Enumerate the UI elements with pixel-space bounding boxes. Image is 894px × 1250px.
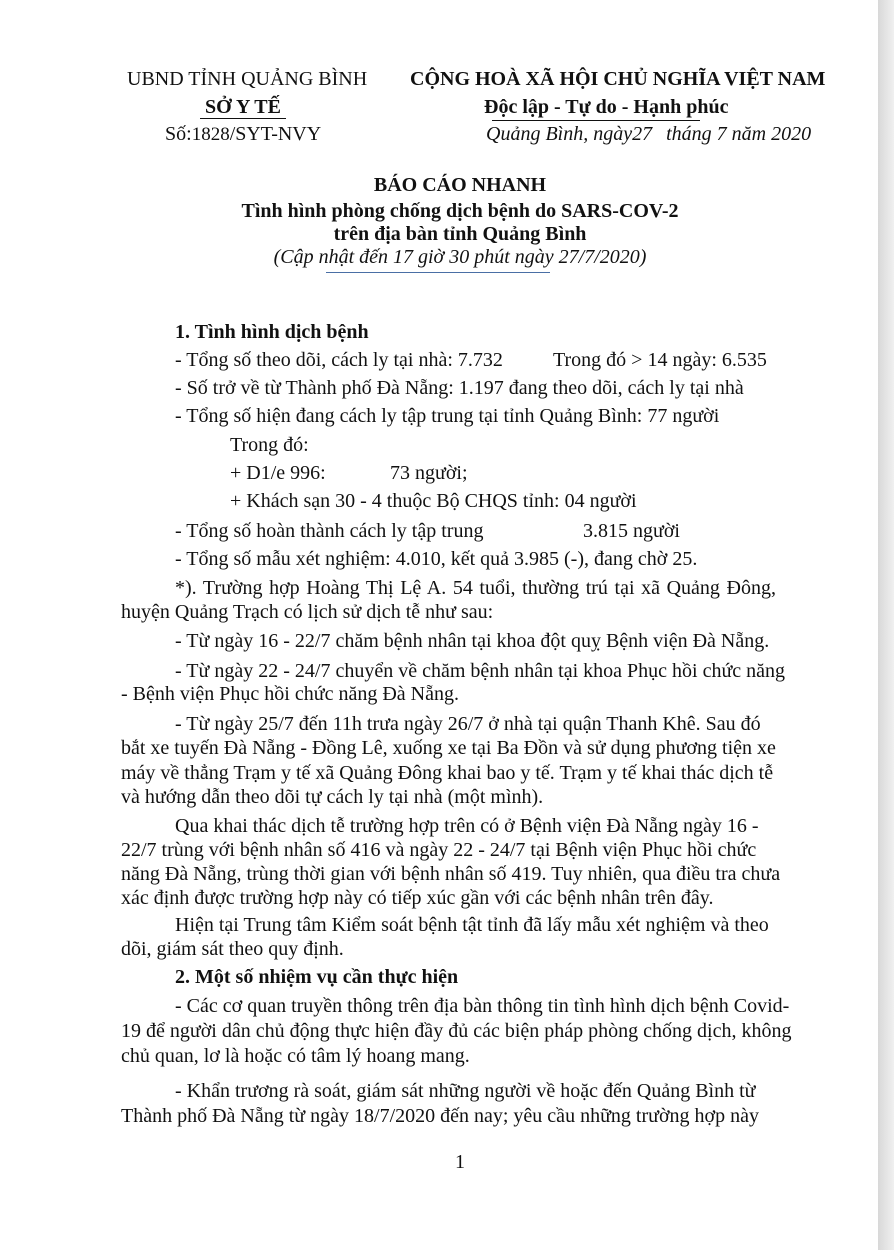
report-subtitle-1: Tình hình phòng chống dịch bệnh do SARS-COV-2: [241, 200, 679, 222]
task-1-line-1: - Các cơ quan truyền thông trên địa bàn thông tin tình hình dịch bệnh Covid-: [175, 995, 790, 1017]
doc-number-prefix: Số:: [165, 123, 192, 145]
report-title: BÁO CÁO NHANH: [373, 174, 547, 196]
case-paragraph-line-1: *). Trường hợp Hoàng Thị Lệ A. 54 tuổi, thường trú tại xã Quảng Đông,: [175, 577, 776, 599]
status-line-1: Hiện tại Trung tâm Kiểm soát bệnh tật tỉnh đã lấy mẫu xét nghiệm và theo: [175, 914, 769, 936]
s1-line-5a: + D1/e 996:: [230, 462, 326, 484]
case-history-1: - Từ ngày 16 - 22/7 chăm bệnh nhân tại khoa đột quỵ Bệnh viện Đà Nẵng.: [175, 630, 770, 652]
section-2-heading: 2. Một số nhiệm vụ cần thực hiện: [175, 966, 459, 988]
title-underline: [326, 272, 550, 273]
doc-number-suffix: /SYT-NVY: [229, 123, 322, 145]
case-paragraph-line-2: huyện Quảng Trạch có lịch sử dịch tễ như sau:: [121, 601, 494, 623]
report-subtitle-2: trên địa bàn tỉnh Quảng Bình: [333, 223, 587, 245]
case-history-3-line-3: máy về thẳng Trạm y tế xã Quảng Đông khai bao y tế. Trạm y tế khai thác dịch tễ: [121, 762, 774, 784]
s1-line-7b: 3.815 người: [583, 520, 680, 542]
page-number: 1: [455, 1151, 465, 1173]
org-line-1: UBND TỈNH QUẢNG BÌNH: [127, 68, 368, 90]
motto-underline: [492, 120, 700, 121]
analysis-line-2: 22/7 trùng với bệnh nhân số 416 và ngày 22 - 24/7 tại Bệnh viện Phục hồi chức: [121, 839, 757, 861]
s1-line-3: - Tổng số hiện đang cách ly tập trung tại tỉnh Quảng Bình: 77 người: [175, 405, 720, 427]
s1-line-8: - Tổng số mẫu xét nghiệm: 4.010, kết quả 3.985 (-), đang chờ 25.: [175, 548, 698, 570]
place-date: [486, 124, 811, 144]
date-day: 27: [632, 123, 653, 145]
motto: Độc lập - Tự do - Hạnh phúc: [484, 96, 729, 118]
s1-line-1a: - Tổng số theo dõi, cách ly tại nhà: 7.732: [175, 349, 503, 371]
doc-number: [165, 124, 321, 144]
s1-line-2: - Số trở về từ Thành phố Đà Nẵng: 1.197 đang theo dõi, cách ly tại nhà: [175, 377, 744, 399]
s1-line-7a: - Tổng số hoàn thành cách ly tập trung: [175, 520, 484, 542]
case-history-3-line-2: bắt xe tuyến Đà Nẵng - Đồng Lê, xuống xe tại Ba Đồn và sử dụng phương tiện xe: [121, 737, 776, 759]
case-history-2-line-2: - Bệnh viện Phục hồi chức năng Đà Nẵng.: [121, 683, 459, 705]
report-update-time: (Cập nhật đến 17 giờ 30 phút ngày 27/7/2020): [273, 246, 647, 268]
date-month-year: tháng 7 năm 2020: [666, 123, 812, 145]
case-history-3-line-1: - Từ ngày 25/7 đến 11h trưa ngày 26/7 ở nhà tại quận Thanh Khê. Sau đó: [175, 713, 761, 735]
task-1-line-3: chủ quan, lơ là hoặc có tâm lý hoang mang.: [121, 1045, 470, 1067]
task-2-line-2: Thành phố Đà Nẵng từ ngày 18/7/2020 đến nay; yêu cầu những trường hợp này: [121, 1105, 759, 1127]
task-1-line-2: 19 để người dân chủ động thực hiện đầy đủ các biện pháp phòng chống dịch, không: [121, 1020, 792, 1042]
org-underline: [200, 118, 286, 119]
nation-title: CỘNG HOÀ XÃ HỘI CHỦ NGHĨA VIỆT NAM: [410, 68, 826, 90]
section-1-heading: 1. Tình hình dịch bệnh: [175, 321, 369, 343]
org-line-2: SỞ Y TẾ: [205, 96, 281, 118]
doc-number-value: 1828: [191, 124, 230, 145]
page-edge-shadow: [878, 0, 894, 1250]
analysis-line-4: xác định được trường hợp này có tiếp xúc gần với các bệnh nhân trên đây.: [121, 887, 714, 909]
analysis-line-1: Qua khai thác dịch tễ trường hợp trên có ở Bệnh viện Đà Nẵng ngày 16 -: [175, 815, 759, 837]
s1-line-6: + Khách sạn 30 - 4 thuộc Bộ CHQS tỉnh: 04 người: [230, 490, 637, 512]
case-history-3-line-4: và hướng dẫn theo dõi tự cách ly tại nhà (một mình).: [121, 786, 544, 808]
case-history-2-line-1: - Từ ngày 22 - 24/7 chuyển về chăm bệnh nhân tại khoa Phục hồi chức năng: [175, 660, 786, 682]
s1-line-1b: Trong đó > 14 ngày: 6.535: [553, 349, 767, 371]
status-line-2: dõi, giám sát theo quy định.: [121, 938, 344, 960]
task-2-line-1: - Khẩn trương rà soát, giám sát những người về hoặc đến Quảng Bình từ: [175, 1080, 756, 1102]
place-date-prefix: Quảng Bình, ngày: [486, 123, 633, 145]
analysis-line-3: năng Đà Nẵng, trùng thời gian với bệnh nhân số 419. Tuy nhiên, qua điều tra chưa: [121, 863, 781, 885]
s1-line-5b: 73 người;: [390, 462, 468, 484]
s1-line-4: Trong đó:: [230, 434, 309, 456]
